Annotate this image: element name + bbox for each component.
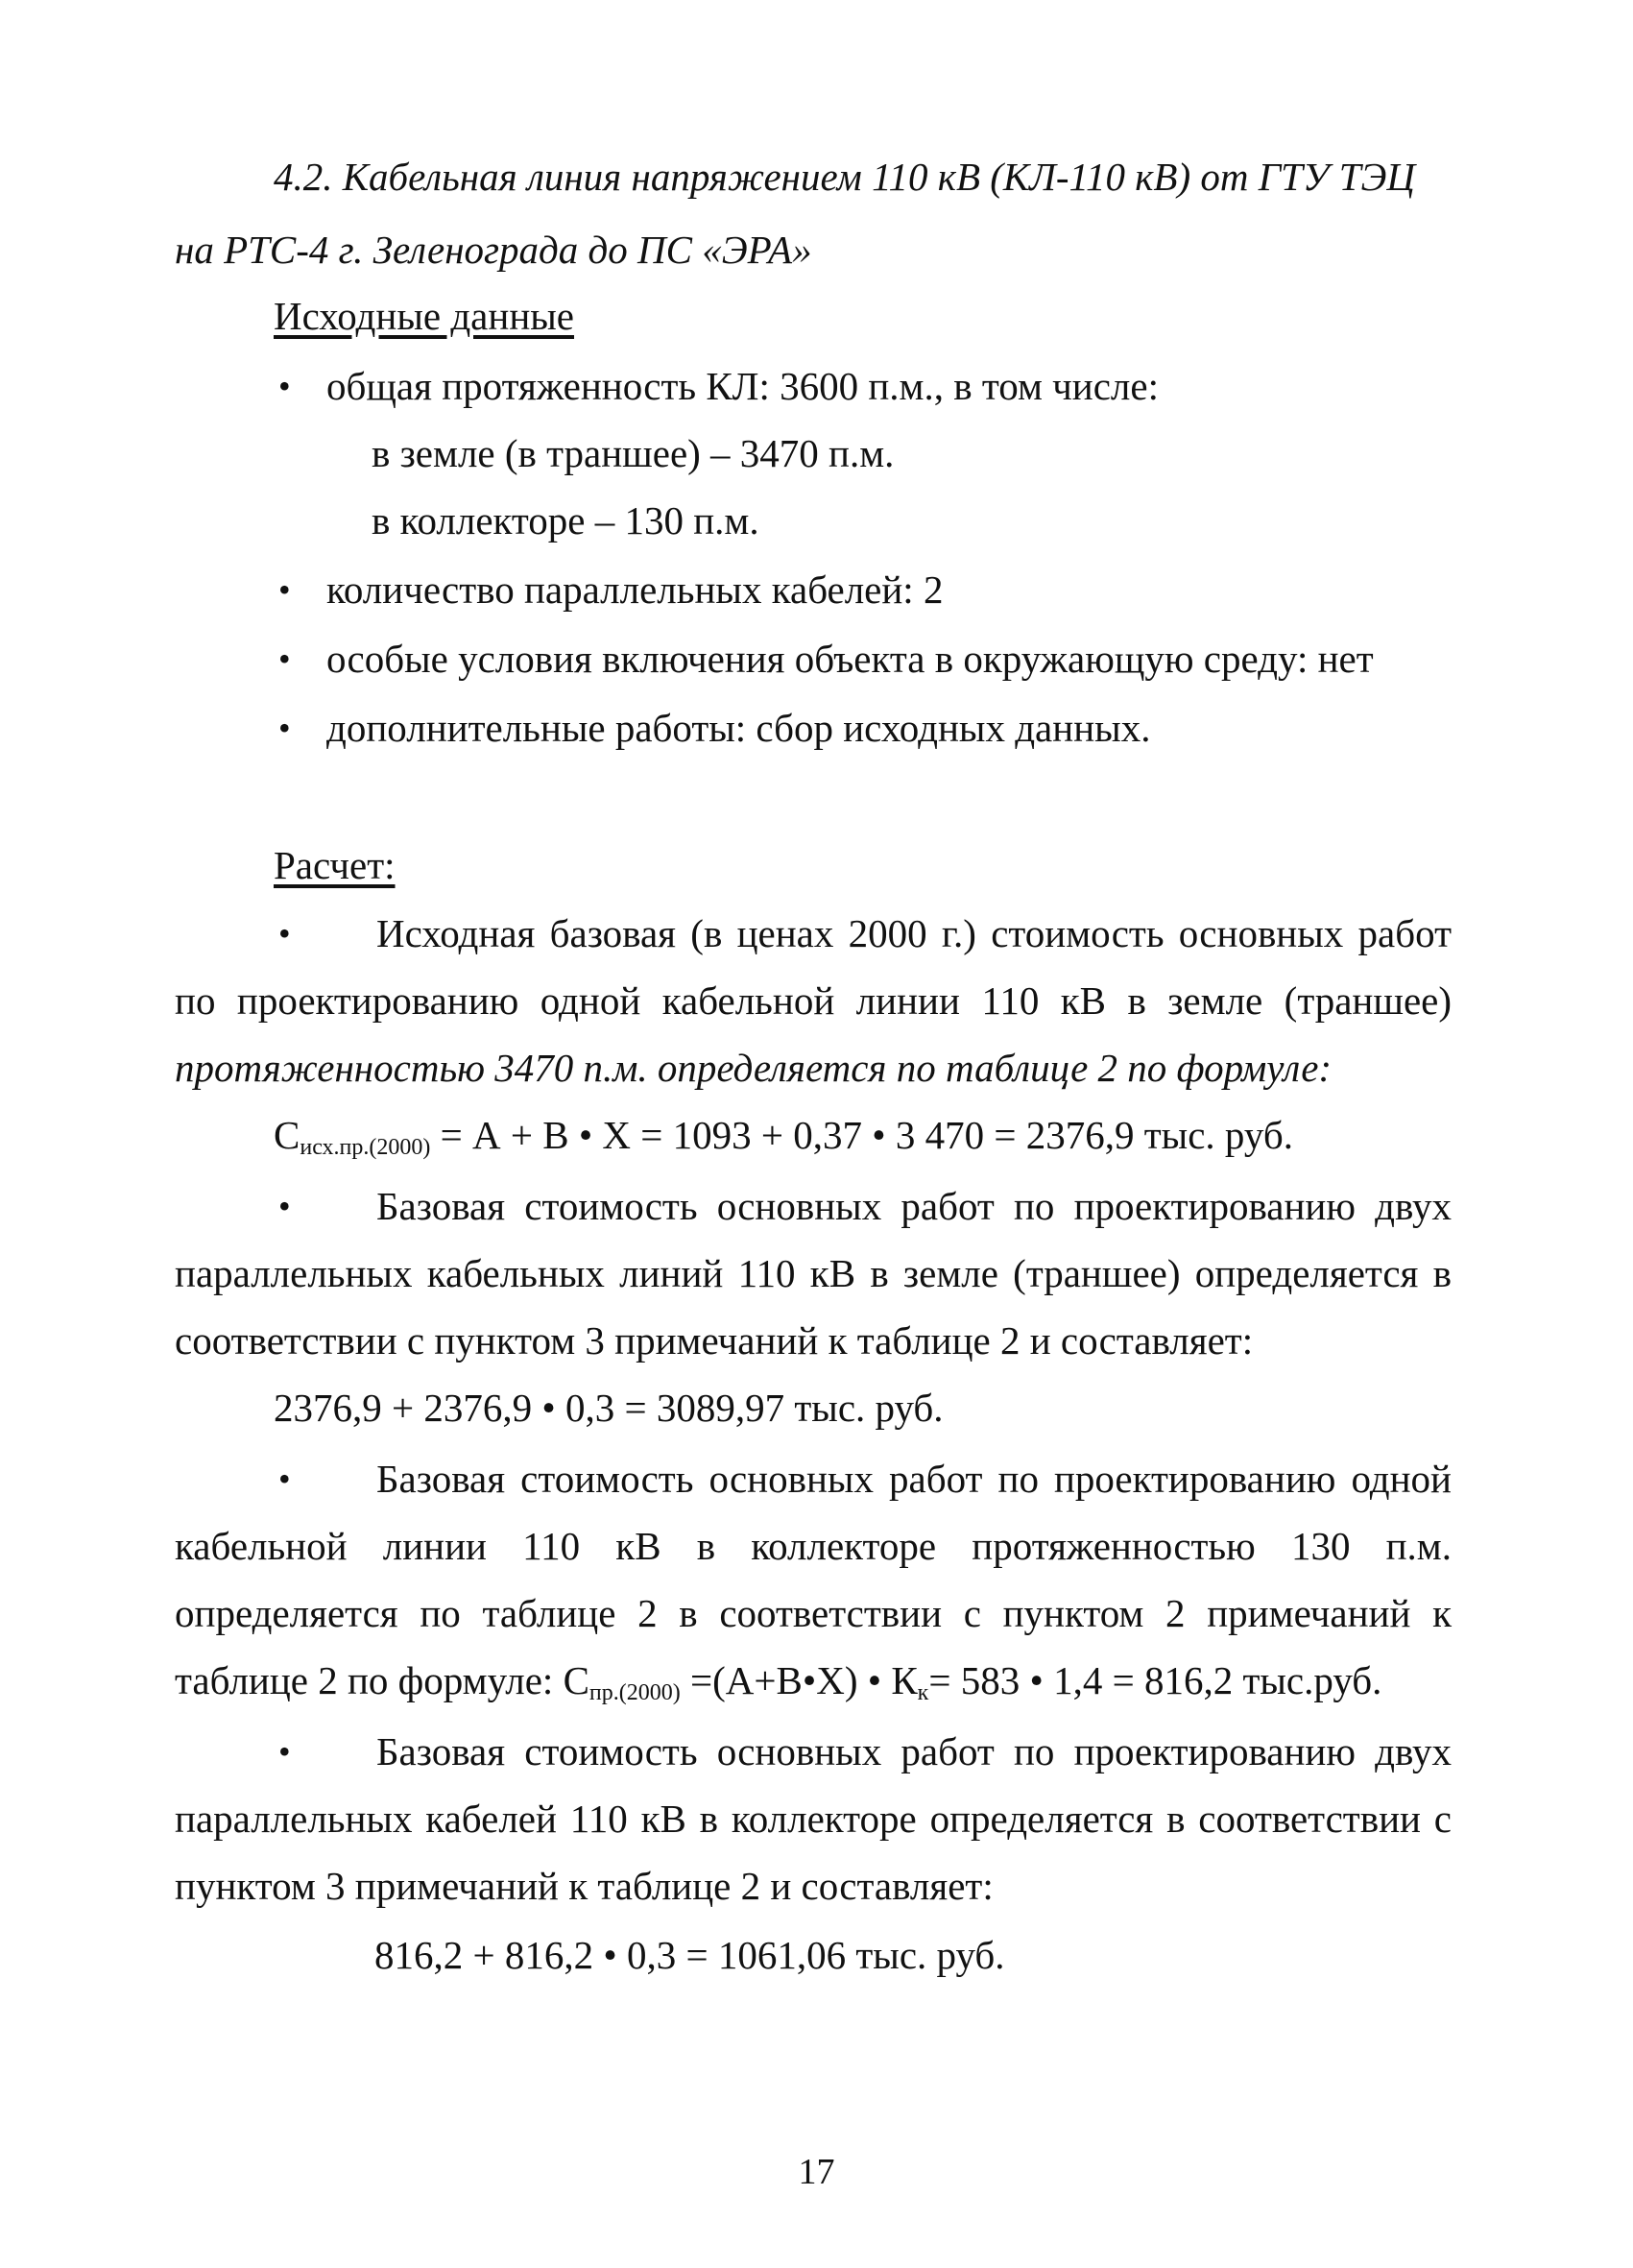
paragraph-line: соответствии с пунктом 3 примечаний к таблице 2 и составляет: (175, 1318, 1254, 1363)
paragraph-line: протяженностью 3470 п.м. определяется по таблице 2 по формуле: (175, 1046, 1333, 1090)
paragraph-line: Базовая стоимость основных работ по проектированию двух (376, 1729, 1452, 1773)
formula-line (175, 1657, 1381, 1703)
paragraph-line: параллельных кабельных линий 110 кВ в земле (траншее) определяется в (175, 1251, 1452, 1295)
bullet-icon: • (278, 639, 291, 678)
calculation-title: Расчет: (274, 843, 396, 887)
bullet-icon: • (278, 914, 291, 953)
formula-result: = 583 • 1,4 = 816,2 тыс.руб. (928, 1658, 1382, 1702)
bullet-icon: • (278, 367, 291, 405)
paragraph-line: кабельной линии 110 кВ в коллекторе протяженностью 130 п.м. (175, 1524, 1452, 1568)
bullet-icon: • (278, 1460, 291, 1498)
formula-line: 816,2 + 816,2 • 0,3 = 1061,06 тыс. руб. (374, 1933, 1005, 1977)
paragraph-line: Исходная базовая (в ценах 2000 г.) стоимость основных работ (376, 911, 1452, 955)
section-heading-line-1: 4.2. Кабельная линия напряжением 110 кВ (КЛ-110 кВ) от ГТУ ТЭЦ (274, 155, 1415, 199)
initial-data-item: общая протяженность КЛ: 3600 п.м., в том числе: (326, 364, 1159, 408)
formula-expression: =(А+В•Х) • К (680, 1658, 918, 1702)
initial-data-item: дополнительные работы: сбор исходных данных. (326, 706, 1151, 750)
section-heading-line-2: на РТС-4 г. Зеленограда до ПС «ЭРА» (175, 228, 812, 272)
initial-data-subitem: в земле (в траншее) – 3470 п.м. (372, 431, 895, 475)
formula-line: 2376,9 + 2376,9 • 0,3 = 3089,97 тыс. руб. (274, 1386, 944, 1430)
paragraph-line: определяется по таблице 2 в соответствии с пунктом 2 примечаний к (175, 1591, 1452, 1635)
formula-expression: = А + В • Х = 1093 + 0,37 • 3 470 = 2376,9 тыс. руб. (430, 1113, 1293, 1157)
formula-subscript: пр.(2000) (588, 1680, 681, 1705)
paragraph-line: Базовая стоимость основных работ по проектированию двух (376, 1184, 1452, 1228)
formula-subscript: к (917, 1680, 929, 1705)
initial-data-subitem: в коллекторе – 130 п.м. (372, 498, 759, 543)
initial-data-item: количество параллельных кабелей: 2 (326, 567, 944, 612)
initial-data-item: особые условия включения объекта в окружающую среду: нет (326, 637, 1374, 681)
paragraph-line: пунктом 3 примечаний к таблице 2 и составляет: (175, 1864, 994, 1908)
paragraph-line: параллельных кабелей 110 кВ в коллекторе определяется в соответствии с (175, 1797, 1452, 1841)
bullet-icon: • (278, 709, 291, 747)
paragraph-line: по проектированию одной кабельной линии 110 кВ в земле (траншее) (175, 978, 1452, 1023)
page-number: 17 (798, 2152, 835, 2192)
initial-data-title: Исходные данные (274, 294, 575, 338)
formula-prefix: таблице 2 по формуле: С (175, 1658, 589, 1702)
formula-line (274, 1112, 1293, 1158)
bullet-icon: • (278, 1732, 291, 1771)
bullet-icon: • (278, 1187, 291, 1225)
paragraph-line: Базовая стоимость основных работ по проектированию одной (376, 1457, 1452, 1501)
bullet-icon: • (278, 570, 291, 609)
formula-subscript: исх.пр.(2000) (300, 1135, 431, 1160)
formula-symbol: С (274, 1113, 300, 1157)
